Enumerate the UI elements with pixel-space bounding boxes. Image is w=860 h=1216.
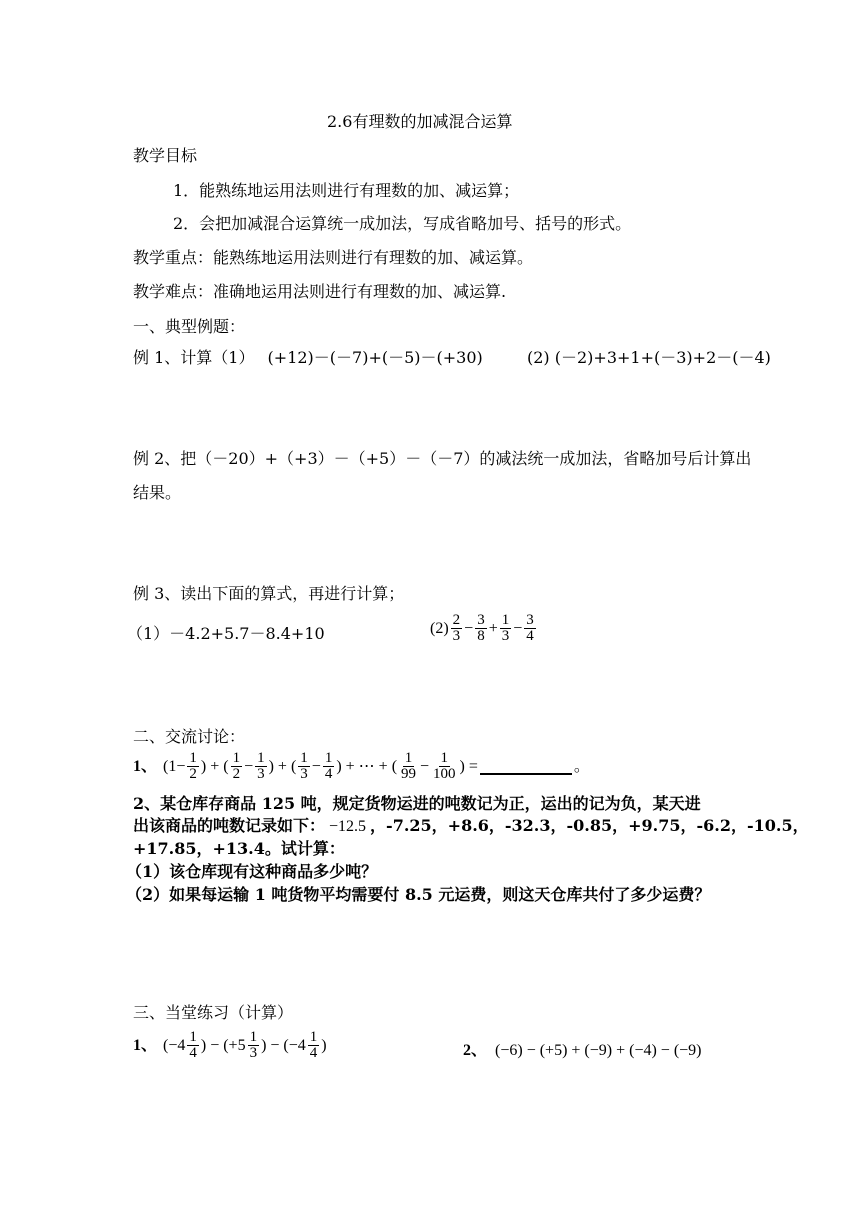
fraction: $\frac{1}{4}$ [324, 750, 333, 782]
fraction: $\frac{1}{2}$ [189, 750, 197, 782]
objectives-heading: 教学目标 [133, 146, 198, 165]
fraction: $\frac{1}{3}$ [257, 750, 265, 782]
q1-minus: − [420, 757, 430, 775]
discussion-q2-sub-2: （2）如果每运输 1 吨货物平均需要付 8.5 元运费，则这天仓库共付了多少运费？ [126, 885, 711, 904]
discussion-q2-sub-1: （1）该仓库现有这种商品多少吨？ [126, 862, 378, 881]
q1-dots: ) + ⋯ + ( [336, 757, 398, 775]
p2-label: 2、 [463, 1042, 488, 1059]
q2-value: −12.5 [329, 818, 367, 835]
fraction: $\frac{1}{100}$ [433, 750, 456, 782]
p2-expr: (−6) − (+5) + (−9) + (−4) − (−9) [495, 1042, 702, 1059]
discussion-q2-line-2 [133, 816, 809, 837]
example-2-line-2: 结果。 [133, 483, 182, 502]
practice-2 [463, 1041, 702, 1061]
fraction: $\frac{3}{8}$ [477, 612, 485, 644]
objective-2: 2．会把加减混合运算统一成加法，写成省略加号、括号的形式。 [173, 214, 632, 233]
fraction: $\frac{1}{2}$ [232, 750, 241, 782]
fraction: $\frac{1}{3}$ [300, 750, 308, 782]
practice-1 [133, 1030, 327, 1061]
objective-1: 1．能熟练地运用法则进行有理数的加、减运算； [173, 181, 520, 200]
fraction: $\frac{1}{3}$ [501, 612, 510, 644]
page-title: 2.6有理数的加减混合运算 [327, 112, 513, 131]
discussion-q2-line-3: +17.85，+13.4。试计算： [133, 839, 345, 858]
difficulty: 教学难点：准确地运用法则进行有理数的加、减运算. [133, 282, 507, 301]
q2-line-2-b: ，-7.25，+8.6，-32.3，-0.85，+9.75，-6.2，-10.5， [370, 816, 809, 835]
q1-sep: ) + ( [268, 757, 297, 775]
q1-minus: − [311, 757, 321, 775]
fraction: $\frac{1}{99}$ [401, 750, 417, 782]
q1-label: 1、 [133, 757, 158, 775]
section-1-heading: 一、典型例题： [133, 317, 246, 336]
discussion-q2-line-1: 2、某仓库存商品 125 吨，规定货物运进的吨数记为正，运出的记为负，某天进 [133, 794, 701, 813]
p1-b: ) − (+5 [200, 1036, 246, 1054]
p1-label: 1、 [133, 1036, 158, 1054]
example-1-label: 例 1、计算（1） [133, 348, 255, 367]
section-2-heading: 二、交流讨论： [133, 727, 246, 746]
fraction: $\frac{1}{4}$ [309, 1029, 318, 1061]
q1-sep: ) + ( [200, 757, 229, 775]
p1-a: (−4 [163, 1036, 186, 1054]
example-1 [133, 348, 483, 368]
p1-c: ) − (−4 [261, 1036, 306, 1054]
operator: − [464, 619, 474, 637]
example-1-expr-1: (+12)－(－7)+(－5)－(+30) [267, 348, 483, 367]
q1-open: (1− [163, 757, 186, 775]
example-2-line-1: 例 2、把（－20）+（+3）－（+5）－（－7）的减法统一成加法，省略加号后计算出 [133, 449, 752, 468]
fraction: $\frac{1}{3}$ [249, 1029, 258, 1061]
q1-end: 。 [573, 757, 590, 775]
q1-equals: ) = [459, 757, 478, 775]
example-3-part-2-label: (2) [430, 619, 449, 637]
example-1-part-2: (2) (－2)+3+1+(－3)+2－(－4) [527, 348, 771, 367]
operator: − [513, 619, 523, 637]
p1-end: ) [321, 1036, 327, 1054]
example-3-part-1: （1）－4.2+5.7－8.4+10 [127, 624, 325, 643]
q2-line-2-a: 出该商品的吨数记录如下： [133, 816, 326, 835]
section-3-heading: 三、当堂练习（计算） [133, 1003, 294, 1022]
fraction: $\frac{1}{4}$ [189, 1029, 197, 1061]
discussion-q1 [133, 751, 590, 782]
q1-minus: − [244, 757, 254, 775]
example-3-part-2 [430, 613, 538, 644]
fraction: $\frac{3}{4}$ [526, 612, 534, 644]
example-3-label: 例 3、读出下面的算式，再进行计算； [133, 584, 405, 603]
operator: + [488, 619, 498, 637]
answer-blank [480, 759, 572, 775]
fraction: $\frac{2}{3}$ [452, 612, 461, 644]
key-point: 教学重点：能熟练地运用法则进行有理数的加、减运算。 [133, 248, 534, 267]
